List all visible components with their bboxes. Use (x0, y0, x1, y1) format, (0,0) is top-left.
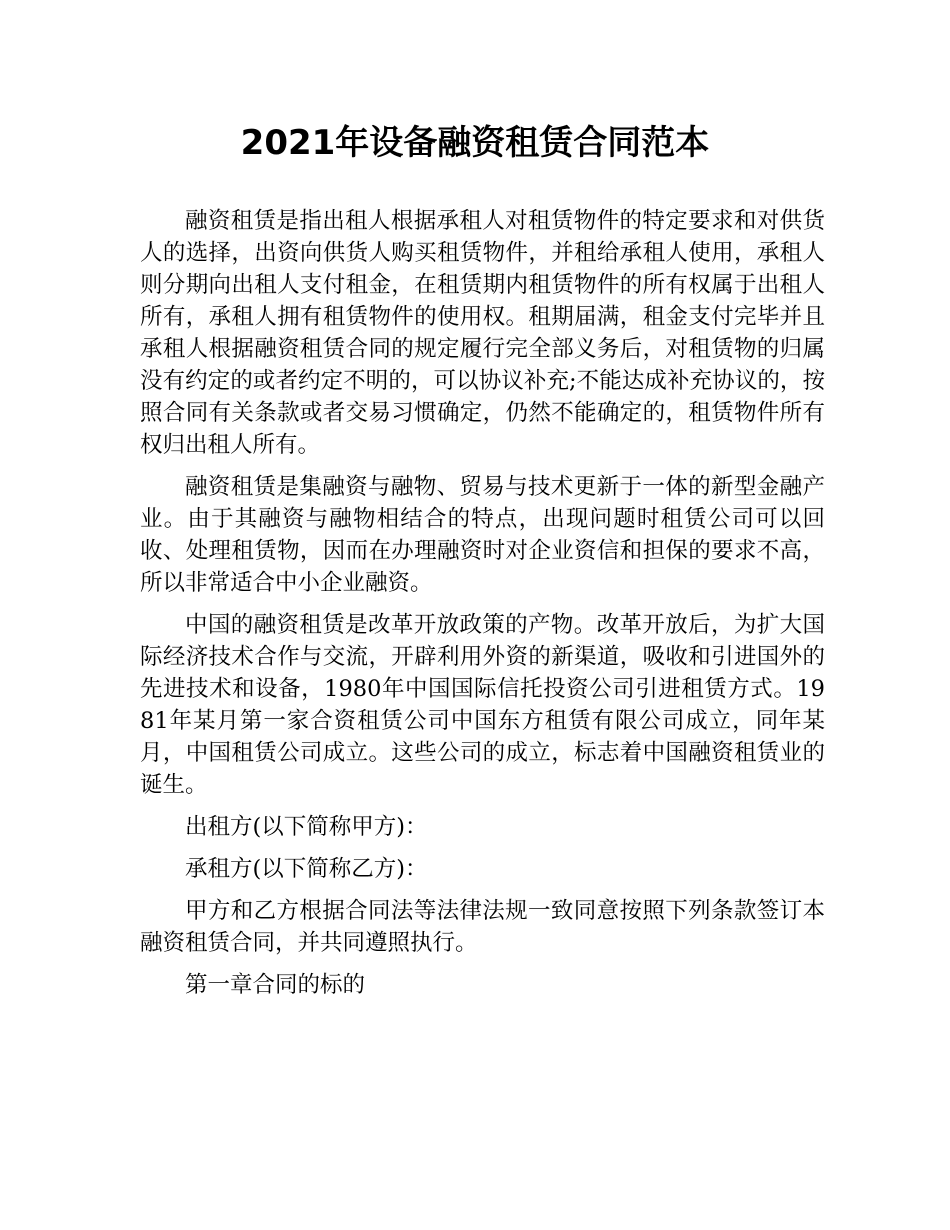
paragraph-lessee: 承租方(以下简称乙方)： (185, 856, 428, 882)
paragraph-history: 中国的融资租赁是改革开放政策的产物。改革开放后，为扩大国际经济技术合作与交流，开辟利用外资的新渠道，吸收和引进国外的先进技术和设备，1980年中国国际信托投资公司引进租赁方式。1981年某月第一家合资租赁公司中国东方租赁有限公司成立，同年某月，中国租赁公司成立。这些公司的成立，标志着中国融资租赁业的诞生。 (140, 612, 825, 798)
paragraph-industry: 融资租赁是集融资与融物、贸易与技术更新于一体的新型金融产业。由于其融资与融物相结合的特点，出现问题时租赁公司可以回收、处理租赁物，因而在办理融资时对企业资信和担保的要求不高，所以非常适合中小企业融资。 (140, 474, 825, 596)
paragraph-lessor: 出租方(以下简称甲方)： (185, 814, 428, 840)
document-body (140, 205, 825, 1011)
paragraph-agreement: 甲方和乙方根据合同法等法律法规一致同意按照下列条款签订本融资租赁合同，并共同遵照执行。 (140, 898, 825, 956)
paragraph-definition: 融资租赁是指出租人根据承租人对租赁物件的特定要求和对供货人的选择，出资向供货人购买租赁物件，并租给承租人使用，承租人则分期向出租人支付租金，在租赁期内租赁物件的所有权属于出租人所有，承租人拥有租赁物件的使用权。租期届满，租金支付完毕并且承租人根据融资租赁合同的规定履行完全部义务后，对租赁物的归属没有约定的或者约定不明的，可以协议补充;不能达成补充协议的，按照合同有关条款或者交易习惯确定，仍然不能确定的，租赁物件所有权归出租人所有。 (140, 208, 825, 458)
document-title: 2021年设备融资租赁合同范本 (240, 123, 710, 163)
chapter-heading: 第一章合同的标的 (185, 972, 366, 998)
